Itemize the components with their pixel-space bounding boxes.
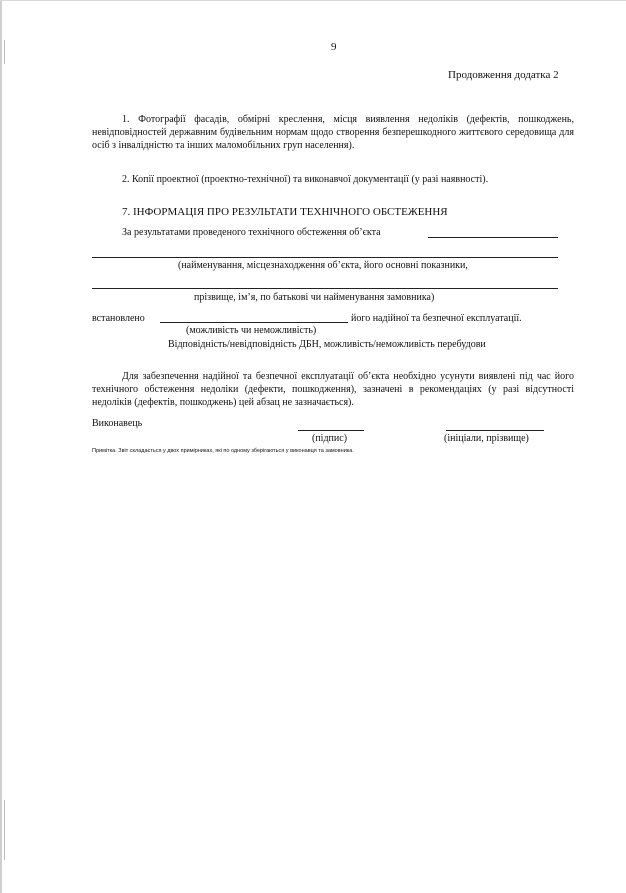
customer-blank-line — [92, 288, 558, 289]
appendix-continuation: Продовження додатка 2 — [448, 69, 559, 81]
caption-object: (найменування, місцезнаходження об’єкта, його основні показники, — [178, 260, 468, 271]
section-title: 7. ІНФОРМАЦІЯ ПРО РЕЗУЛЬТАТИ ТЕХНІЧНОГО ОБСТЕЖЕННЯ — [122, 206, 448, 218]
scan-mark — [4, 40, 5, 64]
caption-dbn: Відповідність/невідповідність ДБН, можливість/неможливість перебудови — [168, 339, 486, 350]
result-intro: За результатами проведеного технічного обстеження об’єкта — [122, 227, 381, 238]
page-number: 9 — [331, 41, 337, 53]
object-blank-line — [92, 257, 558, 258]
footnote: Примітка. Звіт складається у двох примірниках, які по одному зберігаються у виконавця та замовника. — [92, 448, 354, 454]
list-item: 1. Фотографії фасадів, обмірні креслення, місця виявлення недоліків (дефектів, пошкоджень, невідповідностей державним будівельним нормам щодо створення безперешкодного життєвого середовища для осіб з інвалідністю та інших маломобільних груп населення). — [92, 114, 574, 151]
established-suffix: його надійної та безпечної експлуатації. — [351, 313, 522, 324]
possibility-blank-line — [160, 322, 348, 323]
signature-line — [298, 430, 364, 431]
caption-signature: (підпис) — [312, 433, 348, 444]
executor-label: Виконавець — [92, 418, 143, 429]
object-blank-line — [428, 237, 558, 238]
scan-mark — [4, 800, 5, 860]
caption-initials: (ініціали, прізвище) — [444, 433, 529, 444]
caption-possibility: (можливість чи неможливість) — [186, 325, 317, 336]
established-label: встановлено — [92, 313, 145, 324]
page-top-edge — [0, 0, 626, 1]
caption-customer: прізвище, ім’я, по батькові чи найменування замовника) — [194, 292, 435, 303]
list-item: 2. Копії проектної (проектно-технічної) та виконавчої документації (у разі наявності). — [122, 174, 489, 185]
initials-line — [446, 430, 544, 431]
page-left-edge — [0, 0, 2, 893]
safety-paragraph: Для забезпечення надійної та безпечної експлуатації об’єкта необхідно усунути виявлені під час його технічного обстеження недоліки (дефекти, пошкодження), зазначені в рекомендаціях (у разі відсутності недоліків (дефектів, пошкоджень) цей абзац не зазначається). — [92, 371, 574, 408]
